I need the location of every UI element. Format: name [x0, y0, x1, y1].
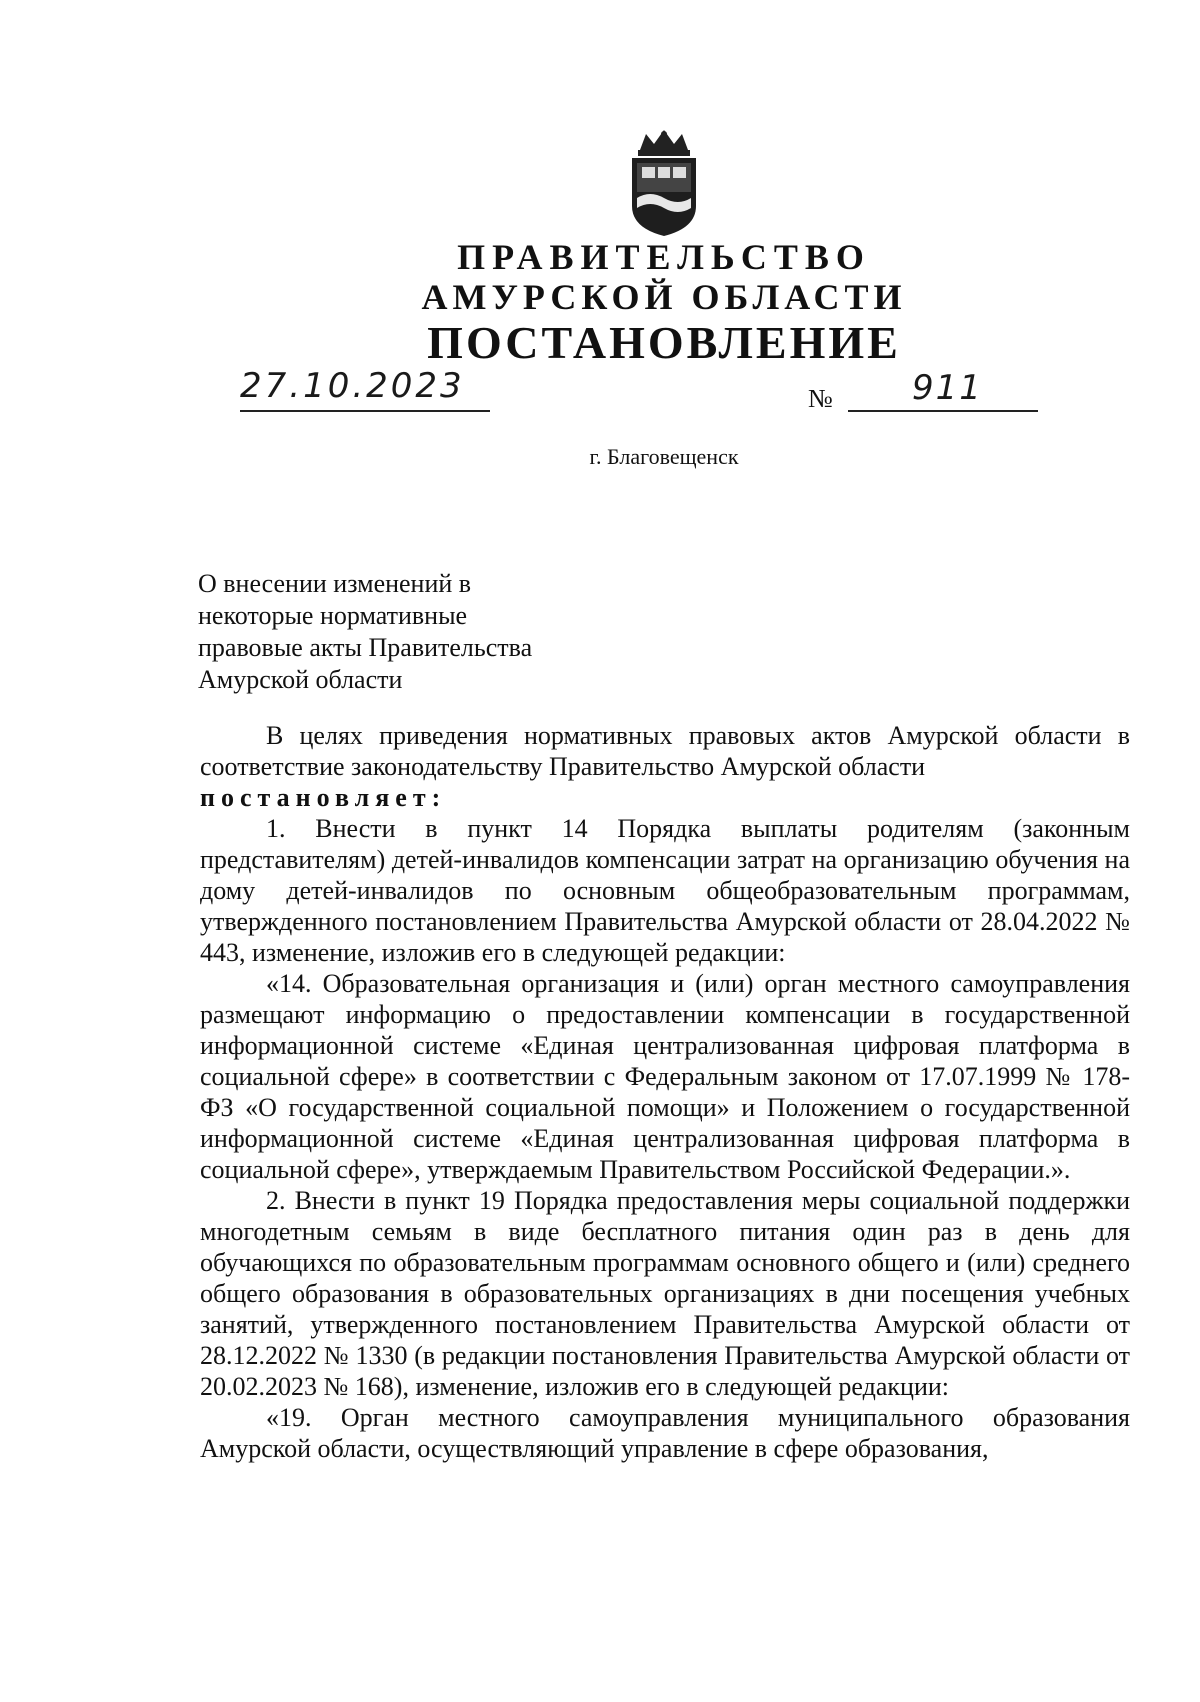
document-date: 27.10.2023	[240, 366, 465, 406]
city-name: г. Благовещенск	[589, 444, 739, 469]
document-body	[200, 720, 1130, 1464]
subject-line: правовые акты Правительства	[198, 633, 533, 662]
subject-line: О внесении изменений в	[198, 569, 472, 598]
item-2-paragraph: 2. Внести в пункт 19 Порядка предоставления меры социальной поддержки многодетным семьям в виде бесплатного питания один раз в день для обучающихся по образовательным программам основного общего и (или) среднего общего образования в образовательных организациях в дни посещения учебных занятий, утвержденного постановлением Правительства Амурской области от 28.12.2022 № 1330 (в редакции постановления Правительства Амурской области от 20.02.2023 № 168), изменение, изложив его в следующей редакции:	[200, 1186, 1130, 1401]
item-1-new-text-paragraph: «14. Образовательная организация и (или) орган местного самоуправления размещают информацию о предоставлении компенсации в государственной информационной системе «Единая централизованная цифровая платформа в социальной сфере» в соответствии с Федеральным законом от 17.07.1999 № 178-ФЗ «О государственной социальной помощи» и Положением о государственной информационной системе «Единая централизованная цифровая платформа в социальной сфере», утверждаемым Правительством Российской Федерации.».	[200, 969, 1130, 1184]
item-1-paragraph: 1. Внести в пункт 14 Порядка выплаты родителям (законным представителям) детей-инвалидов компенсации затрат на организацию обучения на дому детей-инвалидов по основным общеобразовательным программам, утвержденного постановлением Правительства Амурской области от 28.04.2022 № 443, изменение, изложив его в следующей редакции:	[200, 814, 1130, 967]
preamble-paragraph: В целях приведения нормативных правовых актов Амурской области в соответствие законодательству Правительство Амурской области	[200, 721, 1130, 781]
item-2-new-text-paragraph: «19. Орган местного самоуправления муниципального образования Амурской области, осуществляющий управление в сфере образования,	[200, 1403, 1130, 1463]
subject-line: некоторые нормативные	[198, 601, 468, 630]
date-underline	[240, 410, 490, 412]
org-name-line-1: ПРАВИТЕЛЬСТВО	[457, 237, 871, 277]
coat-of-arms-icon	[626, 128, 702, 238]
subject-line: Амурской области	[198, 665, 403, 694]
number-label: №	[808, 384, 833, 413]
org-name-line-2: АМУРСКОЙ ОБЛАСТИ	[421, 277, 907, 317]
document-type-title: ПОСТАНОВЛЕНИЕ	[427, 317, 901, 368]
document-subject	[198, 568, 532, 696]
number-underline	[848, 410, 1038, 412]
document-number: 911	[912, 368, 983, 408]
decree-word: постановляет:	[200, 783, 447, 812]
